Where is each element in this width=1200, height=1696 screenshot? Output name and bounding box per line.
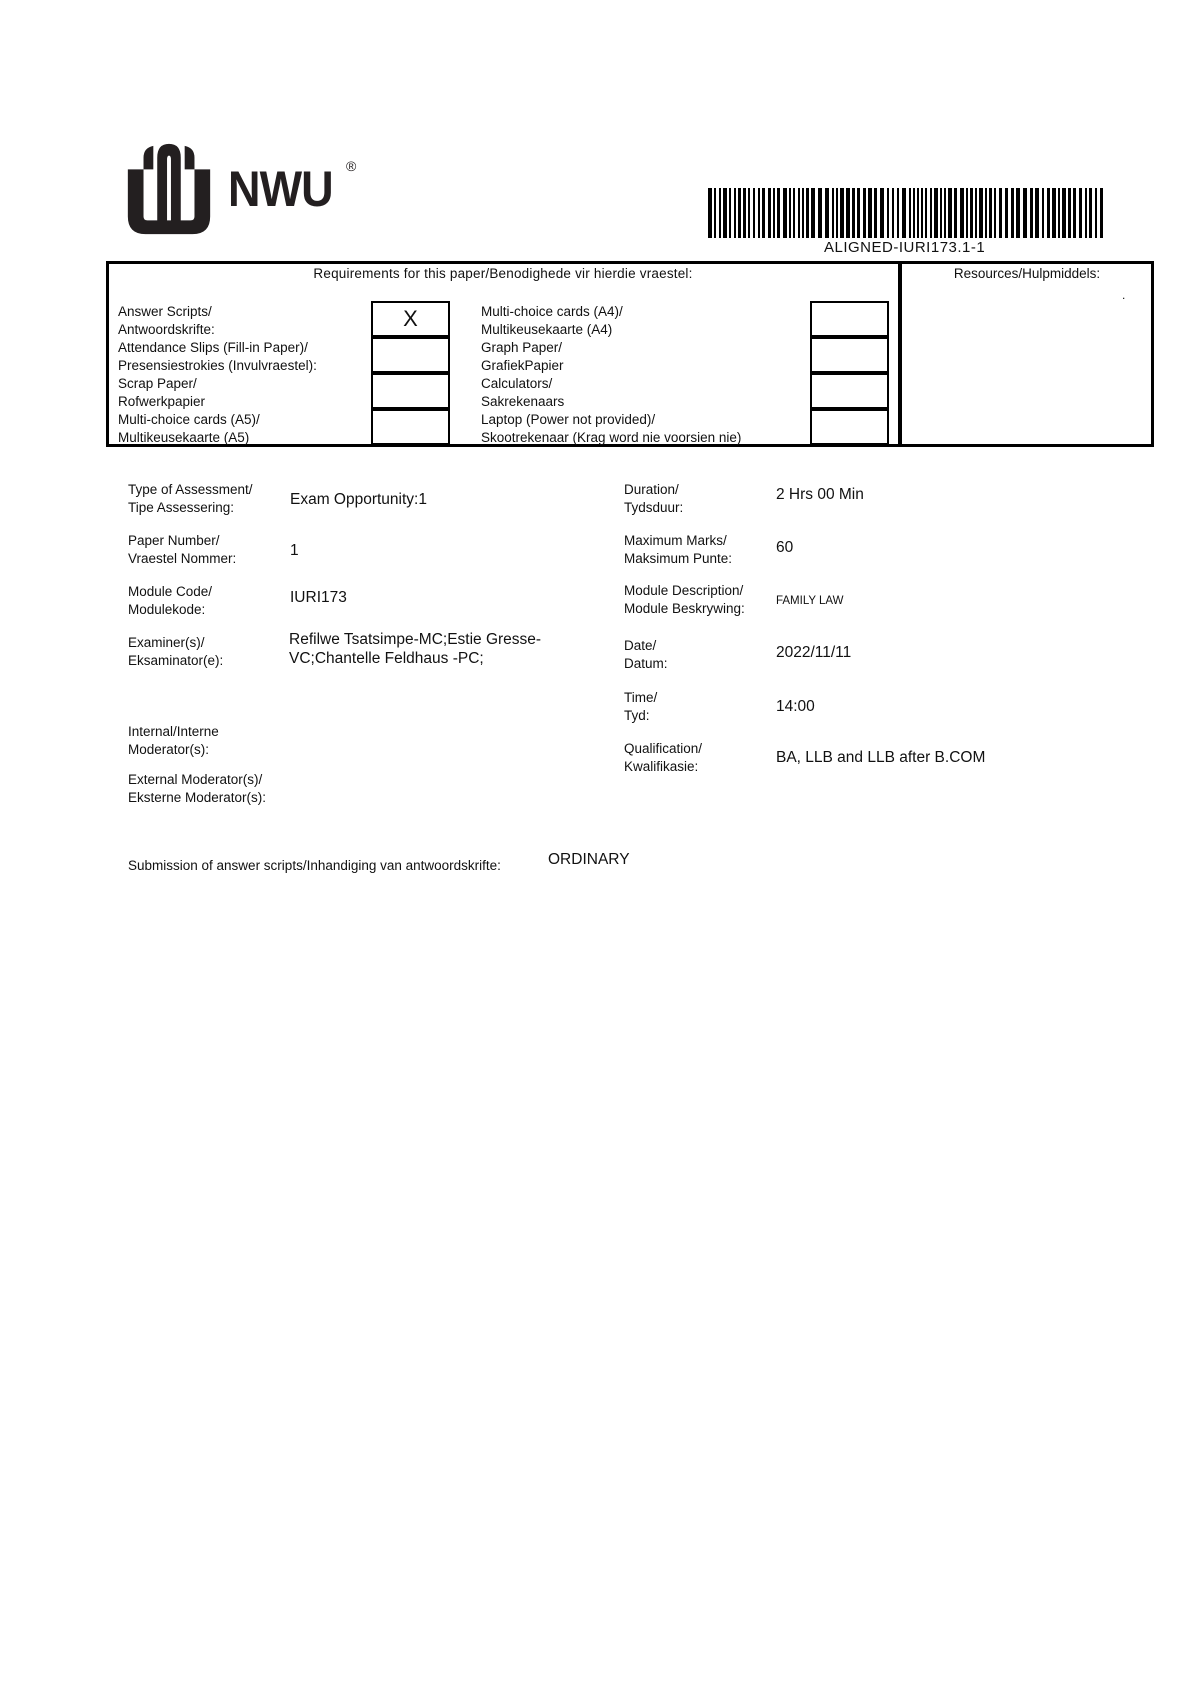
time-label: Time/ Tyd:: [624, 690, 658, 723]
multichoice-a5-checkbox[interactable]: [371, 409, 450, 445]
barcode-label: ALIGNED-IURI173.1-1: [824, 239, 986, 256]
graph-paper-checkbox[interactable]: [810, 337, 889, 373]
req-graph-paper-label: Graph Paper/ GrafiekPapier: [481, 340, 564, 373]
duration-value: 2 Hrs 00 Min: [776, 486, 864, 503]
examiners-value: Refilwe Tsatsimpe-MC;Estie Gresse- VC;Chantelle Feldhaus -PC;: [289, 631, 542, 667]
resources-note: .: [1122, 288, 1126, 302]
logo-wordmark: NWU: [228, 161, 333, 217]
req-multichoice-a5-label: Multi-choice cards (A5)/ Multikeusekaarte (A5): [118, 412, 260, 445]
registered-mark: ®: [346, 158, 357, 174]
date-value: 2022/11/11: [776, 644, 852, 661]
attendance-slips-checkbox[interactable]: [371, 337, 450, 373]
module-code-label: Module Code/ Modulekode:: [128, 584, 213, 617]
internal-moderator-label: Internal/Interne Moderator(s):: [128, 724, 219, 757]
external-moderator-label: External Moderator(s)/ Eksterne Moderator(s):: [128, 772, 267, 805]
maximum-marks-label: Maximum Marks/ Maksimum Punte:: [624, 533, 733, 566]
maximum-marks-value: 60: [776, 539, 794, 556]
req-scrap-paper-label: Scrap Paper/ Rofwerkpapier: [118, 376, 206, 409]
requirements-divider: [898, 261, 902, 447]
barcode-icon: [708, 188, 1108, 238]
submission-label: Submission of answer scripts/Inhandiging van antwoordskrifte:: [128, 858, 501, 873]
req-multichoice-a4-label: Multi-choice cards (A4)/ Multikeusekaarte (A4): [481, 304, 623, 337]
examiners-label: Examiner(s)/ Eksaminator(e):: [128, 635, 224, 668]
req-answer-scripts-label: Answer Scripts/ Antwoordskrifte:: [118, 304, 215, 337]
laptop-checkbox[interactable]: [810, 409, 889, 445]
date-label: Date/ Datum:: [624, 638, 668, 671]
module-description-value: FAMILY LAW: [776, 595, 844, 607]
multichoice-a4-checkbox[interactable]: [810, 301, 889, 337]
module-description-label: Module Description/ Module Beskrywing:: [624, 583, 745, 616]
paper-number-label: Paper Number/ Vraestel Nommer:: [128, 533, 237, 566]
paper-number-value: 1: [290, 542, 299, 559]
req-laptop-label: Laptop (Power not provided)/ Skootrekenaar (Krag word nie voorsien nie): [481, 412, 742, 445]
req-calculators-label: Calculators/ Sakrekenaars: [481, 376, 565, 409]
resources-title: Resources/Hulpmiddels:: [953, 266, 1101, 281]
scrap-paper-checkbox[interactable]: [371, 373, 450, 409]
duration-label: Duration/ Tydsduur:: [624, 482, 684, 515]
requirements-title: Requirements for this paper/Benodighede vir hierdie vraestel:: [313, 266, 693, 281]
module-code-value: IURI173: [290, 589, 347, 606]
req-attendance-slips-label: Attendance Slips (Fill-in Paper)/ Presensiestrokies (Invulvraestel):: [118, 340, 317, 373]
calculators-checkbox[interactable]: [810, 373, 889, 409]
answer-scripts-checkbox[interactable]: X: [371, 301, 450, 337]
type-of-assessment-value: Exam Opportunity:1: [290, 491, 427, 508]
type-of-assessment-label: Type of Assessment/ Tipe Assessering:: [128, 482, 253, 515]
submission-value: ORDINARY: [548, 851, 630, 868]
nwu-logo-icon: [120, 140, 218, 238]
qualification-value: BA, LLB and LLB after B.COM: [776, 749, 986, 766]
qualification-label: Qualification/ Kwalifikasie:: [624, 741, 703, 774]
time-value: 14:00: [776, 698, 815, 715]
